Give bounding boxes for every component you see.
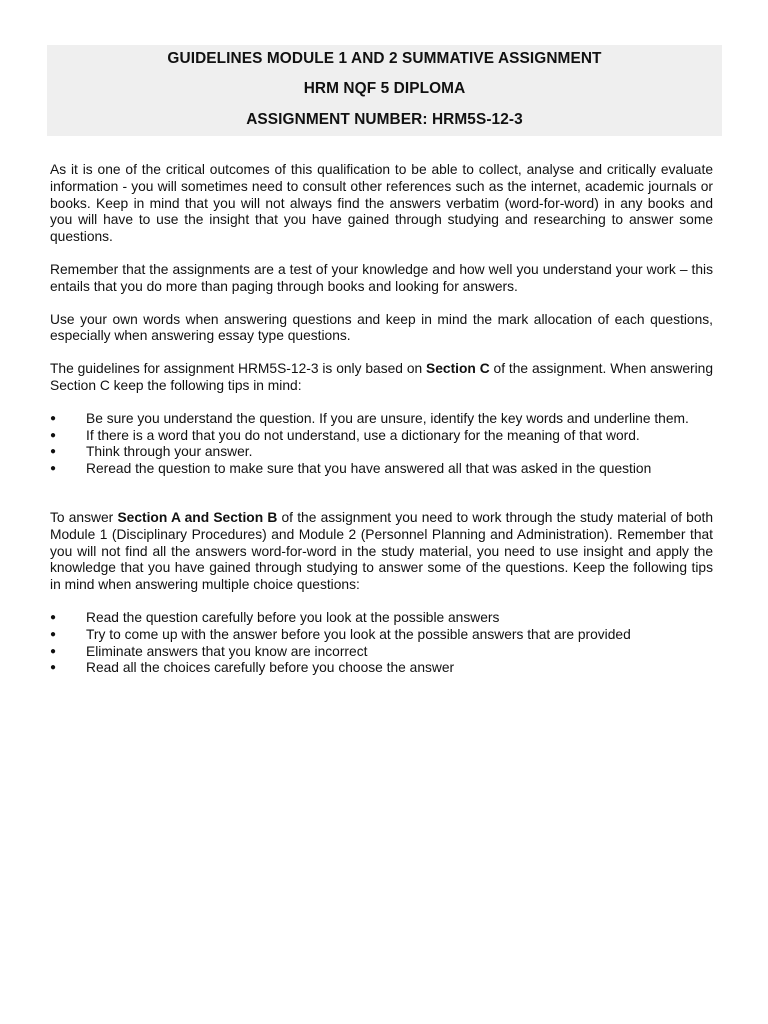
list-item-text: Try to come up with the answer before you look at the possible answers that are provided — [86, 626, 631, 642]
list-item — [50, 444, 713, 461]
list-item-text: If there is a word that you do not understand, use a dictionary for the meaning of that word. — [86, 427, 640, 443]
section-c-label: Section C — [426, 361, 490, 377]
list-item-text: Read the question carefully before you look at the possible answers — [86, 609, 500, 625]
list-item — [50, 644, 713, 661]
section-a-b-intro-rest: of the assignment you need to work through the study material of both Module 1 (Disciplinary Procedures) and Module 2 (Personnel Planning and Administration). Remember that you will not find all the answers word-for-word in the study material, you need to use insight and apply the knowledge that you have gained through studying to answer some of the questions. Keep the following tips in mind when answering multiple choice questions: — [50, 509, 713, 593]
assignment-number: ASSIGNMENT NUMBER: HRM5S-12-3 — [246, 111, 523, 128]
title-block — [47, 45, 722, 136]
section-a-b-label: Section A and Section B — [117, 509, 278, 525]
list-item — [50, 660, 713, 677]
paragraph-section-a-b-intro — [50, 510, 713, 594]
list-item — [50, 428, 713, 445]
bullet-icon: ● — [50, 412, 57, 424]
paragraph-critical-outcomes: As it is one of the critical outcomes of this qualification to be able to collect, analyse and critically evaluate information - you will sometimes need to consult other references such as the internet, academic journals or books. Keep in mind that you will not always find the answers verbatim (word-for-word) in any books and you will have to use the insight that you have gained through studying and researching to answer some questions. — [50, 162, 713, 245]
paragraph-section-c-intro — [50, 361, 713, 395]
list-item-text: Read all the choices carefully before you choose the answer — [86, 660, 455, 676]
bullet-icon: ● — [50, 463, 57, 475]
bullet-icon: ● — [50, 645, 57, 657]
diploma-title: HRM NQF 5 DIPLOMA — [303, 80, 466, 97]
bullet-icon: ● — [50, 446, 57, 458]
section-a-b-intro-text: To answer — [50, 509, 118, 525]
document-title: GUIDELINES MODULE 1 AND 2 SUMMATIVE ASSIGNMENT — [167, 50, 602, 67]
list-item — [50, 610, 713, 627]
list-item-text: Think through your answer. — [86, 444, 253, 460]
paragraph-knowledge-test: Remember that the assignments are a test of your knowledge and how well you understand your work – this entails that you do more than paging through books and looking for answers. — [50, 261, 713, 294]
bullet-icon: ● — [50, 662, 57, 674]
list-item-text: Reread the question to make sure that you have answered all that was asked in the question — [86, 461, 652, 477]
document-body — [50, 162, 713, 693]
bullet-icon: ● — [50, 611, 57, 623]
list-item — [50, 411, 713, 428]
bullet-icon: ● — [50, 628, 57, 640]
list-item-text: Eliminate answers that you know are incorrect — [86, 643, 368, 659]
section-c-tips-list — [50, 411, 713, 478]
multiple-choice-tips-list — [50, 610, 713, 677]
list-item-text: Be sure you understand the question. If you are unsure, identify the key words and underline them. — [86, 410, 689, 426]
paragraph-own-words: Use your own words when answering questions and keep in mind the mark allocation of each questions, especially when answering essay type questions. — [50, 311, 713, 344]
list-item — [50, 461, 713, 478]
bullet-icon: ● — [50, 429, 57, 441]
list-item — [50, 627, 713, 644]
section-c-intro-rest: of the assignment. When answering Section C keep the following tips in mind: — [50, 361, 713, 393]
section-c-intro-text: The guidelines for assignment HRM5S-12-3 is only based on — [50, 361, 427, 377]
